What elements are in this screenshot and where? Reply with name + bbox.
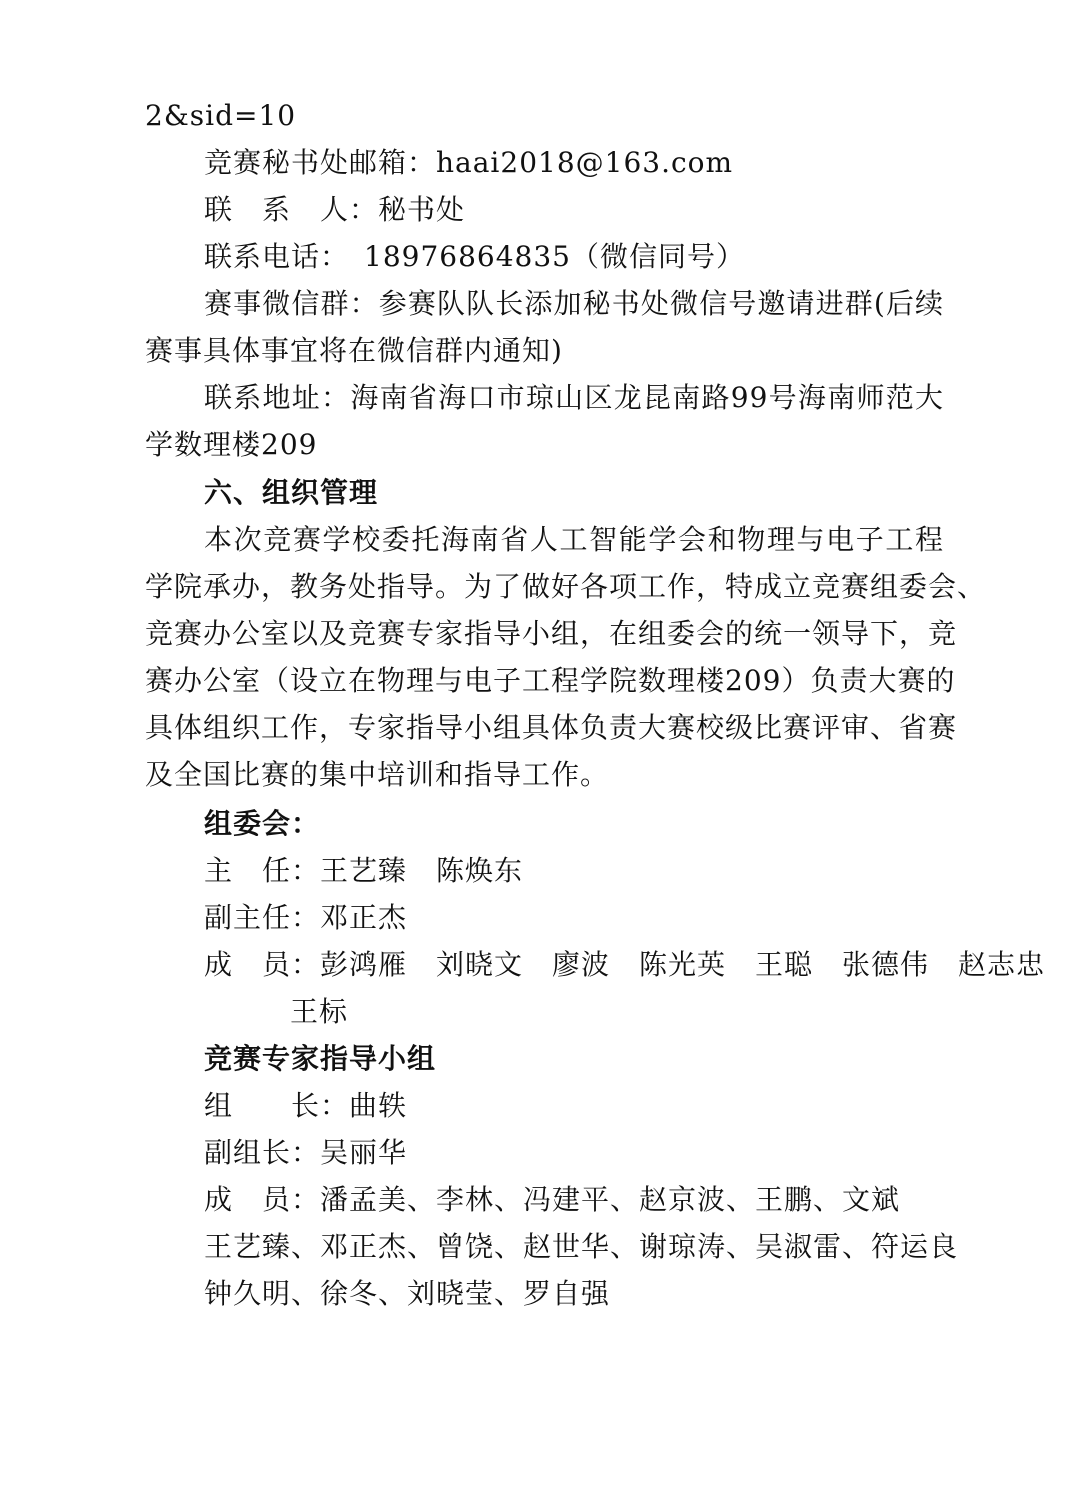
url-fragment: 2&sid=10 [145,99,297,132]
committee-director: 主 任：王艺臻 陈焕东 [204,854,524,887]
wechat-group-line-1: 赛事微信群：参赛队队长添加秘书处微信号邀请进群(后续 [204,287,944,320]
committee-members-cont: 王标 [290,995,349,1028]
expert-group-deputy: 副组长：吴丽华 [204,1136,408,1169]
committee-members: 成 员：彭鸿雁 刘晓文 廖波 陈光英 王聪 张德伟 赵志忠 [204,948,1046,981]
paragraph-line-3: 竞赛办公室以及竞赛专家指导小组，在组委会的统一领导下，竞 [145,617,958,650]
committee-deputy: 副主任：邓正杰 [204,901,408,934]
contact-address-line-1: 联系地址：海南省海口市琼山区龙昆南路99号海南师范大 [204,381,944,414]
wechat-group-line-2: 赛事具体事宜将在微信群内通知) [145,334,563,367]
paragraph-line-1: 本次竞赛学校委托海南省人工智能学会和物理与电子工程 [204,523,944,556]
committee-heading: 组委会： [204,807,321,840]
expert-group-members-3: 钟久明、徐冬、刘晓莹、罗自强 [204,1277,611,1310]
paragraph-line-5: 具体组织工作，专家指导小组具体负责大赛校级比赛评审、省赛 [145,711,958,744]
paragraph-line-6: 及全国比赛的集中培训和指导工作。 [145,758,610,791]
paragraph-line-4: 赛办公室（设立在物理与电子工程学院数理楼209）负责大赛的 [145,664,956,697]
paragraph-line-2: 学院承办，教务处指导。为了做好各项工作，特成立竞赛组委会、 [145,570,987,603]
expert-group-leader: 组 长：曲轶 [204,1089,408,1122]
expert-group-heading: 竞赛专家指导小组 [204,1042,437,1075]
contact-person: 联 系 人：秘书处 [204,193,466,226]
section-heading: 六、组织管理 [204,476,379,509]
contact-phone: 联系电话： 18976864835（微信同号） [204,240,745,273]
expert-group-members-2: 王艺臻、邓正杰、曾饶、赵世华、谢琼涛、吴淑雷、符运良 [204,1230,959,1263]
expert-group-members-1: 成 员：潘孟美、李林、冯建平、赵京波、王鹏、文斌 [204,1183,901,1216]
contact-address-line-2: 学数理楼209 [145,428,318,461]
contest-email: 竞赛秘书处邮箱：haai2018@163.com [204,146,734,179]
